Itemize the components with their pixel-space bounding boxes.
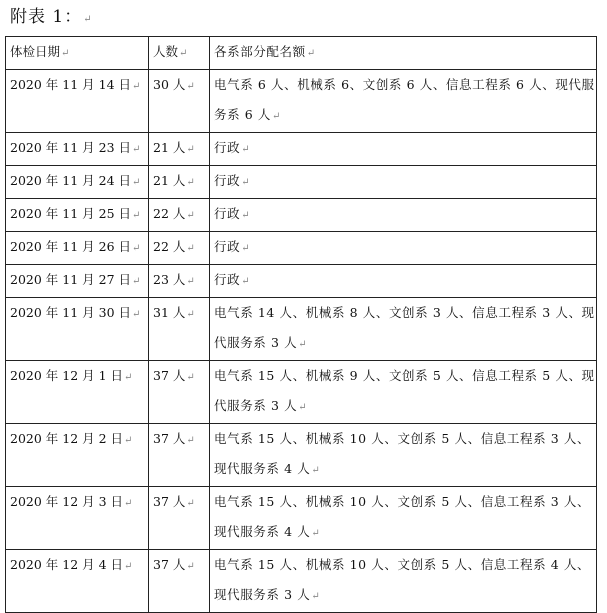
allocation-cell: 行政↵ [210, 166, 597, 199]
header-count: 人数↵ [149, 37, 210, 70]
table-row [6, 199, 597, 232]
date-cell: 2020 年 12 月 3 日↵ [6, 487, 149, 550]
date-cell: 2020 年 11 月 25 日↵ [6, 199, 149, 232]
count-cell: 22 人↵ [149, 232, 210, 265]
date-cell: 2020 年 11 月 14 日↵ [6, 70, 149, 133]
table-row [6, 166, 597, 199]
count-cell: 37 人↵ [149, 361, 210, 424]
document-title [10, 5, 93, 32]
table-row [6, 487, 597, 550]
header-row [6, 37, 597, 70]
allocation-cell: 电气系 15 人、机械系 10 人、文创系 5 人、信息工程系 3 人、现代服务系 4 人↵ [210, 424, 597, 487]
date-cell: 2020 年 11 月 24 日↵ [6, 166, 149, 199]
table-row [6, 550, 597, 613]
allocation-cell: 电气系 15 人、机械系 10 人、文创系 5 人、信息工程系 4 人、现代服务系 3 人↵ [210, 550, 597, 613]
allocation-cell: 电气系 14 人、机械系 8 人、文创系 3 人、信息工程系 3 人、现代服务系 3 人↵ [210, 298, 597, 361]
table-row [6, 424, 597, 487]
paragraph-mark-icon: ↵ [83, 14, 93, 25]
count-cell: 37 人↵ [149, 550, 210, 613]
count-cell: 37 人↵ [149, 424, 210, 487]
count-cell: 31 人↵ [149, 298, 210, 361]
date-cell: 2020 年 11 月 30 日↵ [6, 298, 149, 361]
exam-schedule-table [5, 36, 597, 613]
table-row [6, 232, 597, 265]
date-cell: 2020 年 11 月 23 日↵ [6, 133, 149, 166]
count-cell: 23 人↵ [149, 265, 210, 298]
allocation-cell: 电气系 15 人、机械系 10 人、文创系 5 人、信息工程系 3 人、现代服务系 4 人↵ [210, 487, 597, 550]
title-text: 附表 1： [10, 7, 83, 27]
count-cell: 21 人↵ [149, 166, 210, 199]
allocation-cell: 行政↵ [210, 265, 597, 298]
count-cell: 21 人↵ [149, 133, 210, 166]
count-cell: 22 人↵ [149, 199, 210, 232]
allocation-cell: 行政↵ [210, 199, 597, 232]
allocation-cell: 行政↵ [210, 232, 597, 265]
count-cell: 37 人↵ [149, 487, 210, 550]
allocation-cell: 行政↵ [210, 133, 597, 166]
table-row [6, 133, 597, 166]
date-cell: 2020 年 12 月 2 日↵ [6, 424, 149, 487]
date-cell: 2020 年 11 月 26 日↵ [6, 232, 149, 265]
header-date: 体检日期↵ [6, 37, 149, 70]
header-allocation: 各系部分配名额↵ [210, 37, 597, 70]
date-cell: 2020 年 11 月 27 日↵ [6, 265, 149, 298]
table-row [6, 265, 597, 298]
table-row [6, 70, 597, 133]
date-cell: 2020 年 12 月 1 日↵ [6, 361, 149, 424]
table-row [6, 298, 597, 361]
count-cell: 30 人↵ [149, 70, 210, 133]
allocation-cell: 电气系 15 人、机械系 9 人、文创系 5 人、信息工程系 5 人、现代服务系 3 人↵ [210, 361, 597, 424]
table-row [6, 361, 597, 424]
allocation-cell: 电气系 6 人、机械系 6、文创系 6 人、信息工程系 6 人、现代服务系 6 人↵ [210, 70, 597, 133]
date-cell: 2020 年 12 月 4 日↵ [6, 550, 149, 613]
